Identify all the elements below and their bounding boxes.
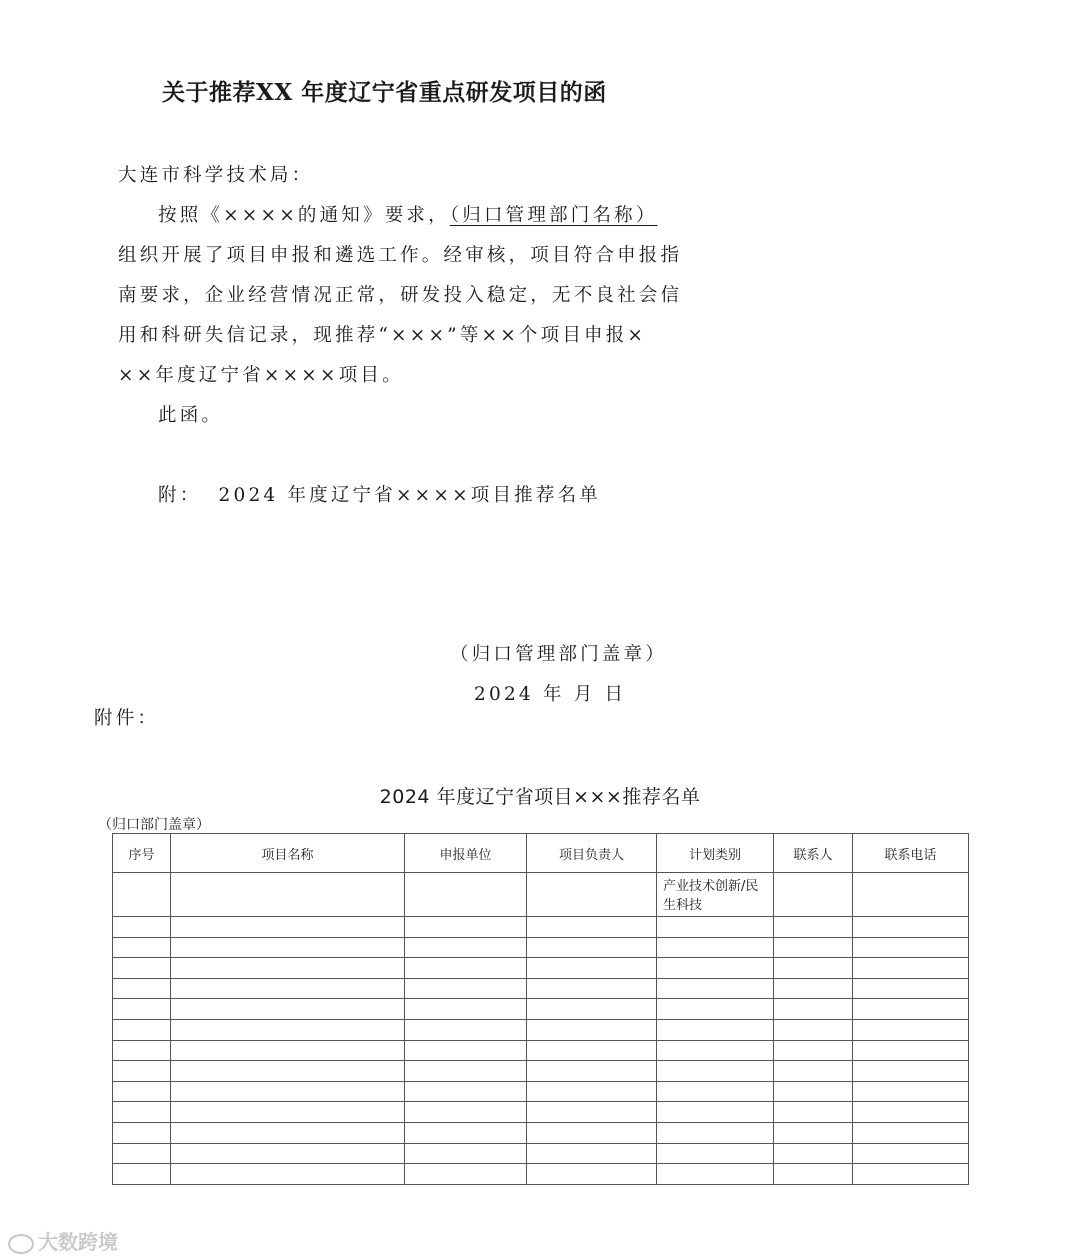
table-cell: [171, 1122, 405, 1143]
table-cell: [113, 978, 171, 999]
table-row: [113, 1143, 969, 1164]
watermark: [8, 1226, 118, 1255]
table-cell: [657, 1143, 774, 1164]
column-header: 项目负责人: [527, 834, 657, 873]
paragraph-line-1: [158, 201, 658, 227]
table-cell: [113, 1164, 171, 1185]
table-cell: [171, 978, 405, 999]
table-cell: [527, 873, 657, 917]
table-cell: [657, 1164, 774, 1185]
table-cell: [527, 999, 657, 1020]
table-cell: [853, 1102, 969, 1123]
table-cell: [527, 1122, 657, 1143]
table-cell: [657, 937, 774, 958]
recommendation-table: [112, 833, 969, 1185]
managing-department-placeholder: （归口管理部门名称）: [449, 205, 658, 226]
table-cell: [527, 1019, 657, 1040]
signature-department: （归口管理部门盖章）: [450, 644, 668, 665]
table-cell: [527, 958, 657, 979]
table-cell: [527, 1081, 657, 1102]
stamp-note: （归口部门盖章）: [98, 817, 210, 833]
attachment-line: [158, 481, 601, 507]
table-cell: [527, 1102, 657, 1123]
table-cell: [774, 917, 853, 938]
table-cell: [405, 958, 527, 979]
column-header: 计划类别: [657, 834, 774, 873]
table-cell: [774, 999, 853, 1020]
attachment-text: 2024 年度辽宁省××××项目推荐名单: [218, 485, 601, 506]
table-cell: [853, 1081, 969, 1102]
table-cell: [113, 917, 171, 938]
table-cell: [171, 1164, 405, 1185]
paragraph-line-5: ××年度辽宁省××××项目。: [118, 365, 404, 386]
table-cell: [657, 1122, 774, 1143]
table-cell: [113, 1019, 171, 1040]
table-cell: [171, 958, 405, 979]
table-cell: [853, 1164, 969, 1185]
table-cell: [405, 917, 527, 938]
table-cell: [853, 999, 969, 1020]
closing-line: 此函。: [158, 405, 224, 426]
watermark-logo-icon: [8, 1234, 34, 1254]
annex-label: 附件：: [94, 708, 160, 729]
table-row: [113, 1122, 969, 1143]
table-cell: [853, 1061, 969, 1082]
table-row: [113, 1040, 969, 1061]
table-cell: [657, 978, 774, 999]
table-cell: [405, 999, 527, 1020]
table-cell: [657, 958, 774, 979]
table-cell: [171, 1081, 405, 1102]
table-cell: [657, 999, 774, 1020]
table-cell: [853, 958, 969, 979]
column-header: 联系电话: [853, 834, 969, 873]
table-cell: [774, 1019, 853, 1040]
table-cell: [774, 873, 853, 917]
table-cell: [171, 917, 405, 938]
table-row: [113, 958, 969, 979]
table-cell: [774, 937, 853, 958]
table-cell: [853, 978, 969, 999]
table-cell: [853, 1019, 969, 1040]
table-cell: [171, 1102, 405, 1123]
table-cell: [113, 1081, 171, 1102]
column-header: 项目名称: [171, 834, 405, 873]
table-title: 2024 年度辽宁省项目×××推荐名单: [379, 786, 701, 808]
table-cell: [853, 1143, 969, 1164]
table-cell: [113, 1143, 171, 1164]
table-cell: [113, 873, 171, 917]
table-cell: [853, 873, 969, 917]
paragraph-line-1-text: 按照《××××的通知》要求，: [158, 205, 450, 226]
table-cell: [113, 937, 171, 958]
table-cell: [113, 1102, 171, 1123]
table-cell: [171, 999, 405, 1020]
table-cell: [113, 958, 171, 979]
paragraph-line-4: 用和科研失信记录，现推荐“×××”等××个项目申报×: [118, 325, 647, 346]
table-cell: [113, 1122, 171, 1143]
table-cell: [853, 1040, 969, 1061]
watermark-text: 大数跨境: [38, 1230, 118, 1254]
paragraph-line-3: 南要求，企业经营情况正常，研发投入稳定，无不良社会信: [118, 285, 683, 306]
table-cell: [113, 1061, 171, 1082]
column-header: 申报单位: [405, 834, 527, 873]
table-cell: [527, 917, 657, 938]
table-header-row: [113, 834, 969, 873]
plan-category-cell: 产业技术创新/民生科技: [657, 873, 774, 917]
table-cell: [527, 1164, 657, 1185]
table-row: [113, 937, 969, 958]
table-cell: [171, 873, 405, 917]
table-cell: [774, 958, 853, 979]
table-cell: [657, 1061, 774, 1082]
table-cell: [113, 1040, 171, 1061]
table-cell: [405, 1019, 527, 1040]
table-cell: [171, 937, 405, 958]
table-cell: [405, 1081, 527, 1102]
table-row: [113, 917, 969, 938]
table-cell: [774, 1061, 853, 1082]
table-cell: [527, 1061, 657, 1082]
table-cell: [657, 1081, 774, 1102]
table-cell: [853, 917, 969, 938]
table-row: [113, 873, 969, 917]
table-cell: [405, 1061, 527, 1082]
recipient-line: 大连市科学技术局：: [118, 165, 314, 186]
table-cell: [405, 1040, 527, 1061]
table-cell: [774, 1143, 853, 1164]
table-cell: [657, 1102, 774, 1123]
column-header: 序号: [113, 834, 171, 873]
table-cell: [527, 937, 657, 958]
table-cell: [774, 978, 853, 999]
table-cell: [405, 978, 527, 999]
table-cell: [405, 1143, 527, 1164]
table-cell: [405, 1164, 527, 1185]
table-cell: [405, 873, 527, 917]
table-cell: [171, 1143, 405, 1164]
column-header: 联系人: [774, 834, 853, 873]
table-cell: [527, 978, 657, 999]
table-cell: [171, 1019, 405, 1040]
table-cell: [774, 1164, 853, 1185]
table-row: [113, 1164, 969, 1185]
table-row: [113, 1081, 969, 1102]
table-cell: [853, 1122, 969, 1143]
attachment-label: 附：: [158, 485, 202, 506]
table-cell: [774, 1102, 853, 1123]
table-cell: [657, 1040, 774, 1061]
table-cell: [405, 937, 527, 958]
table-row: [113, 999, 969, 1020]
table-cell: [657, 1019, 774, 1040]
table-cell: [774, 1122, 853, 1143]
table-row: [113, 1102, 969, 1123]
table-row: [113, 1061, 969, 1082]
table-cell: [405, 1102, 527, 1123]
table-cell: [171, 1040, 405, 1061]
table-cell: [853, 937, 969, 958]
signature-date: 2024 年 月 日: [474, 684, 627, 705]
table-cell: [774, 1081, 853, 1102]
table-cell: [405, 1122, 527, 1143]
table-cell: [113, 999, 171, 1020]
table-row: [113, 1019, 969, 1040]
letter-title: 关于推荐XX 年度辽宁省重点研发项目的函: [162, 79, 607, 106]
table-cell: [774, 1040, 853, 1061]
table-cell: [527, 1040, 657, 1061]
table-row: [113, 978, 969, 999]
table-cell: [527, 1143, 657, 1164]
table-cell: [171, 1061, 405, 1082]
paragraph-line-2: 组织开展了项目申报和遴选工作。经审核，项目符合申报指: [118, 245, 683, 266]
table-cell: [657, 917, 774, 938]
